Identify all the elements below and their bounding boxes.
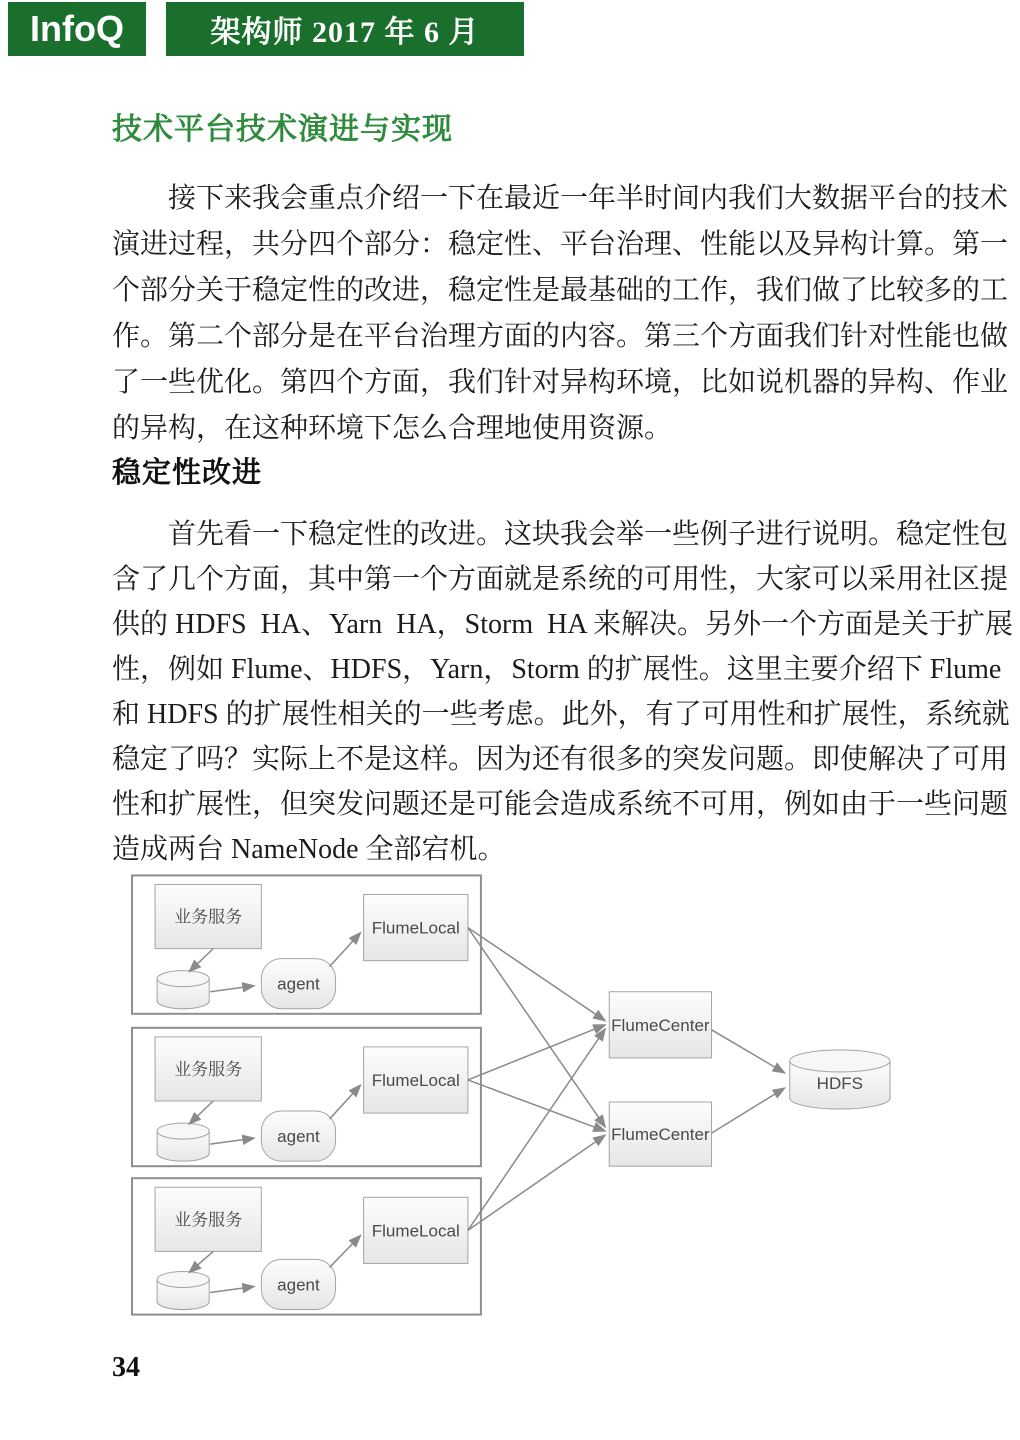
paragraph-1	[112, 176, 1009, 452]
flume-center-label: FlumeCenter	[611, 1015, 710, 1035]
database-cylinder-icon	[157, 1123, 209, 1139]
connector-line	[468, 1135, 605, 1230]
page-number: 34	[112, 1352, 140, 1383]
database-cylinder-icon	[157, 1271, 209, 1287]
infoq-logo: InfoQ	[8, 2, 146, 56]
connector-line	[712, 1030, 785, 1073]
service-label: 业务服务	[174, 1210, 243, 1230]
agent-label: agent	[277, 1275, 320, 1295]
page-title: 技术平台技术演进与实现	[112, 113, 453, 146]
hdfs-storage	[790, 1050, 890, 1109]
issue-banner: 架构师 2017 年 6 月	[166, 2, 524, 56]
flume-center-label: FlumeCenter	[611, 1125, 710, 1145]
service-label: 业务服务	[174, 907, 243, 927]
connector-line	[468, 1029, 605, 1231]
hdfs-label: HDFS	[816, 1073, 864, 1093]
paragraph-line: 造成两台 NameNode 全部宕机。	[112, 834, 506, 865]
section-heading: 稳定性改进	[112, 457, 263, 489]
flume-local-label: FlumeLocal	[371, 918, 460, 938]
connector-line	[468, 1080, 605, 1131]
connector-line	[468, 928, 605, 1128]
connector-line	[712, 1088, 785, 1133]
cluster-3	[132, 1178, 481, 1314]
paragraph-line: 和 HDFS 的扩展性相关的一些考虑。此外，有了可用性和扩展性，系统就	[112, 699, 1010, 730]
paragraph-line: 稳定了吗？实际上不是这样。因为还有很多的突发问题。即使解决了可用	[112, 744, 1009, 775]
cluster-1	[132, 875, 481, 1013]
paragraph-line: 了一些优化。第四个方面，我们针对异构环境，比如说机器的异构、作业	[112, 367, 1009, 398]
paragraph-2	[112, 512, 1013, 872]
database-cylinder-icon	[157, 971, 209, 987]
paragraph-line: 个部分关于稳定性的改进，稳定性是最基础的工作，我们做了比较多的工	[112, 275, 1009, 306]
connector-line	[468, 928, 605, 1021]
paragraph-line: 含了几个方面，其中第一个方面就是系统的可用性，大家可以采用社区提	[112, 564, 1009, 595]
service-label: 业务服务	[174, 1059, 243, 1079]
paragraph-line: 性，例如 Flume、HDFS，Yarn，Storm 的扩展性。这里主要介绍下 Flume	[112, 654, 1002, 685]
hdfs-cylinder	[790, 1050, 890, 1072]
paragraph-line: 演进过程，共分四个部分：稳定性、平台治理、性能以及异构计算。第一	[112, 229, 1009, 260]
paragraph-line: 接下来我会重点介绍一下在最近一年半时间内我们大数据平台的技术	[168, 183, 1009, 214]
flume-local-label: FlumeLocal	[371, 1221, 460, 1241]
paragraph-line: 首先看一下稳定性的改进。这块我会举一些例子进行说明。稳定性包	[168, 519, 1009, 550]
agent-label: agent	[277, 974, 320, 994]
paragraph-line: 作。第二个部分是在平台治理方面的内容。第三个方面我们针对性能也做	[112, 321, 1009, 352]
paragraph-line: 的异构，在这种环境下怎么合理地使用资源。	[112, 413, 673, 444]
flume-architecture-diagram	[131, 874, 893, 1316]
cluster-2	[132, 1028, 481, 1166]
agent-label: agent	[277, 1127, 320, 1147]
paragraph-line: 性和扩展性，但突发问题还是可能会造成系统不可用，例如由于一些问题	[112, 789, 1009, 820]
paragraph-line: 供的 HDFS HA、Yarn HA，Storm HA 来解决。另外一个方面是关于扩展	[112, 609, 1013, 640]
connector-line	[468, 1025, 605, 1080]
flume-local-label: FlumeLocal	[371, 1070, 460, 1090]
